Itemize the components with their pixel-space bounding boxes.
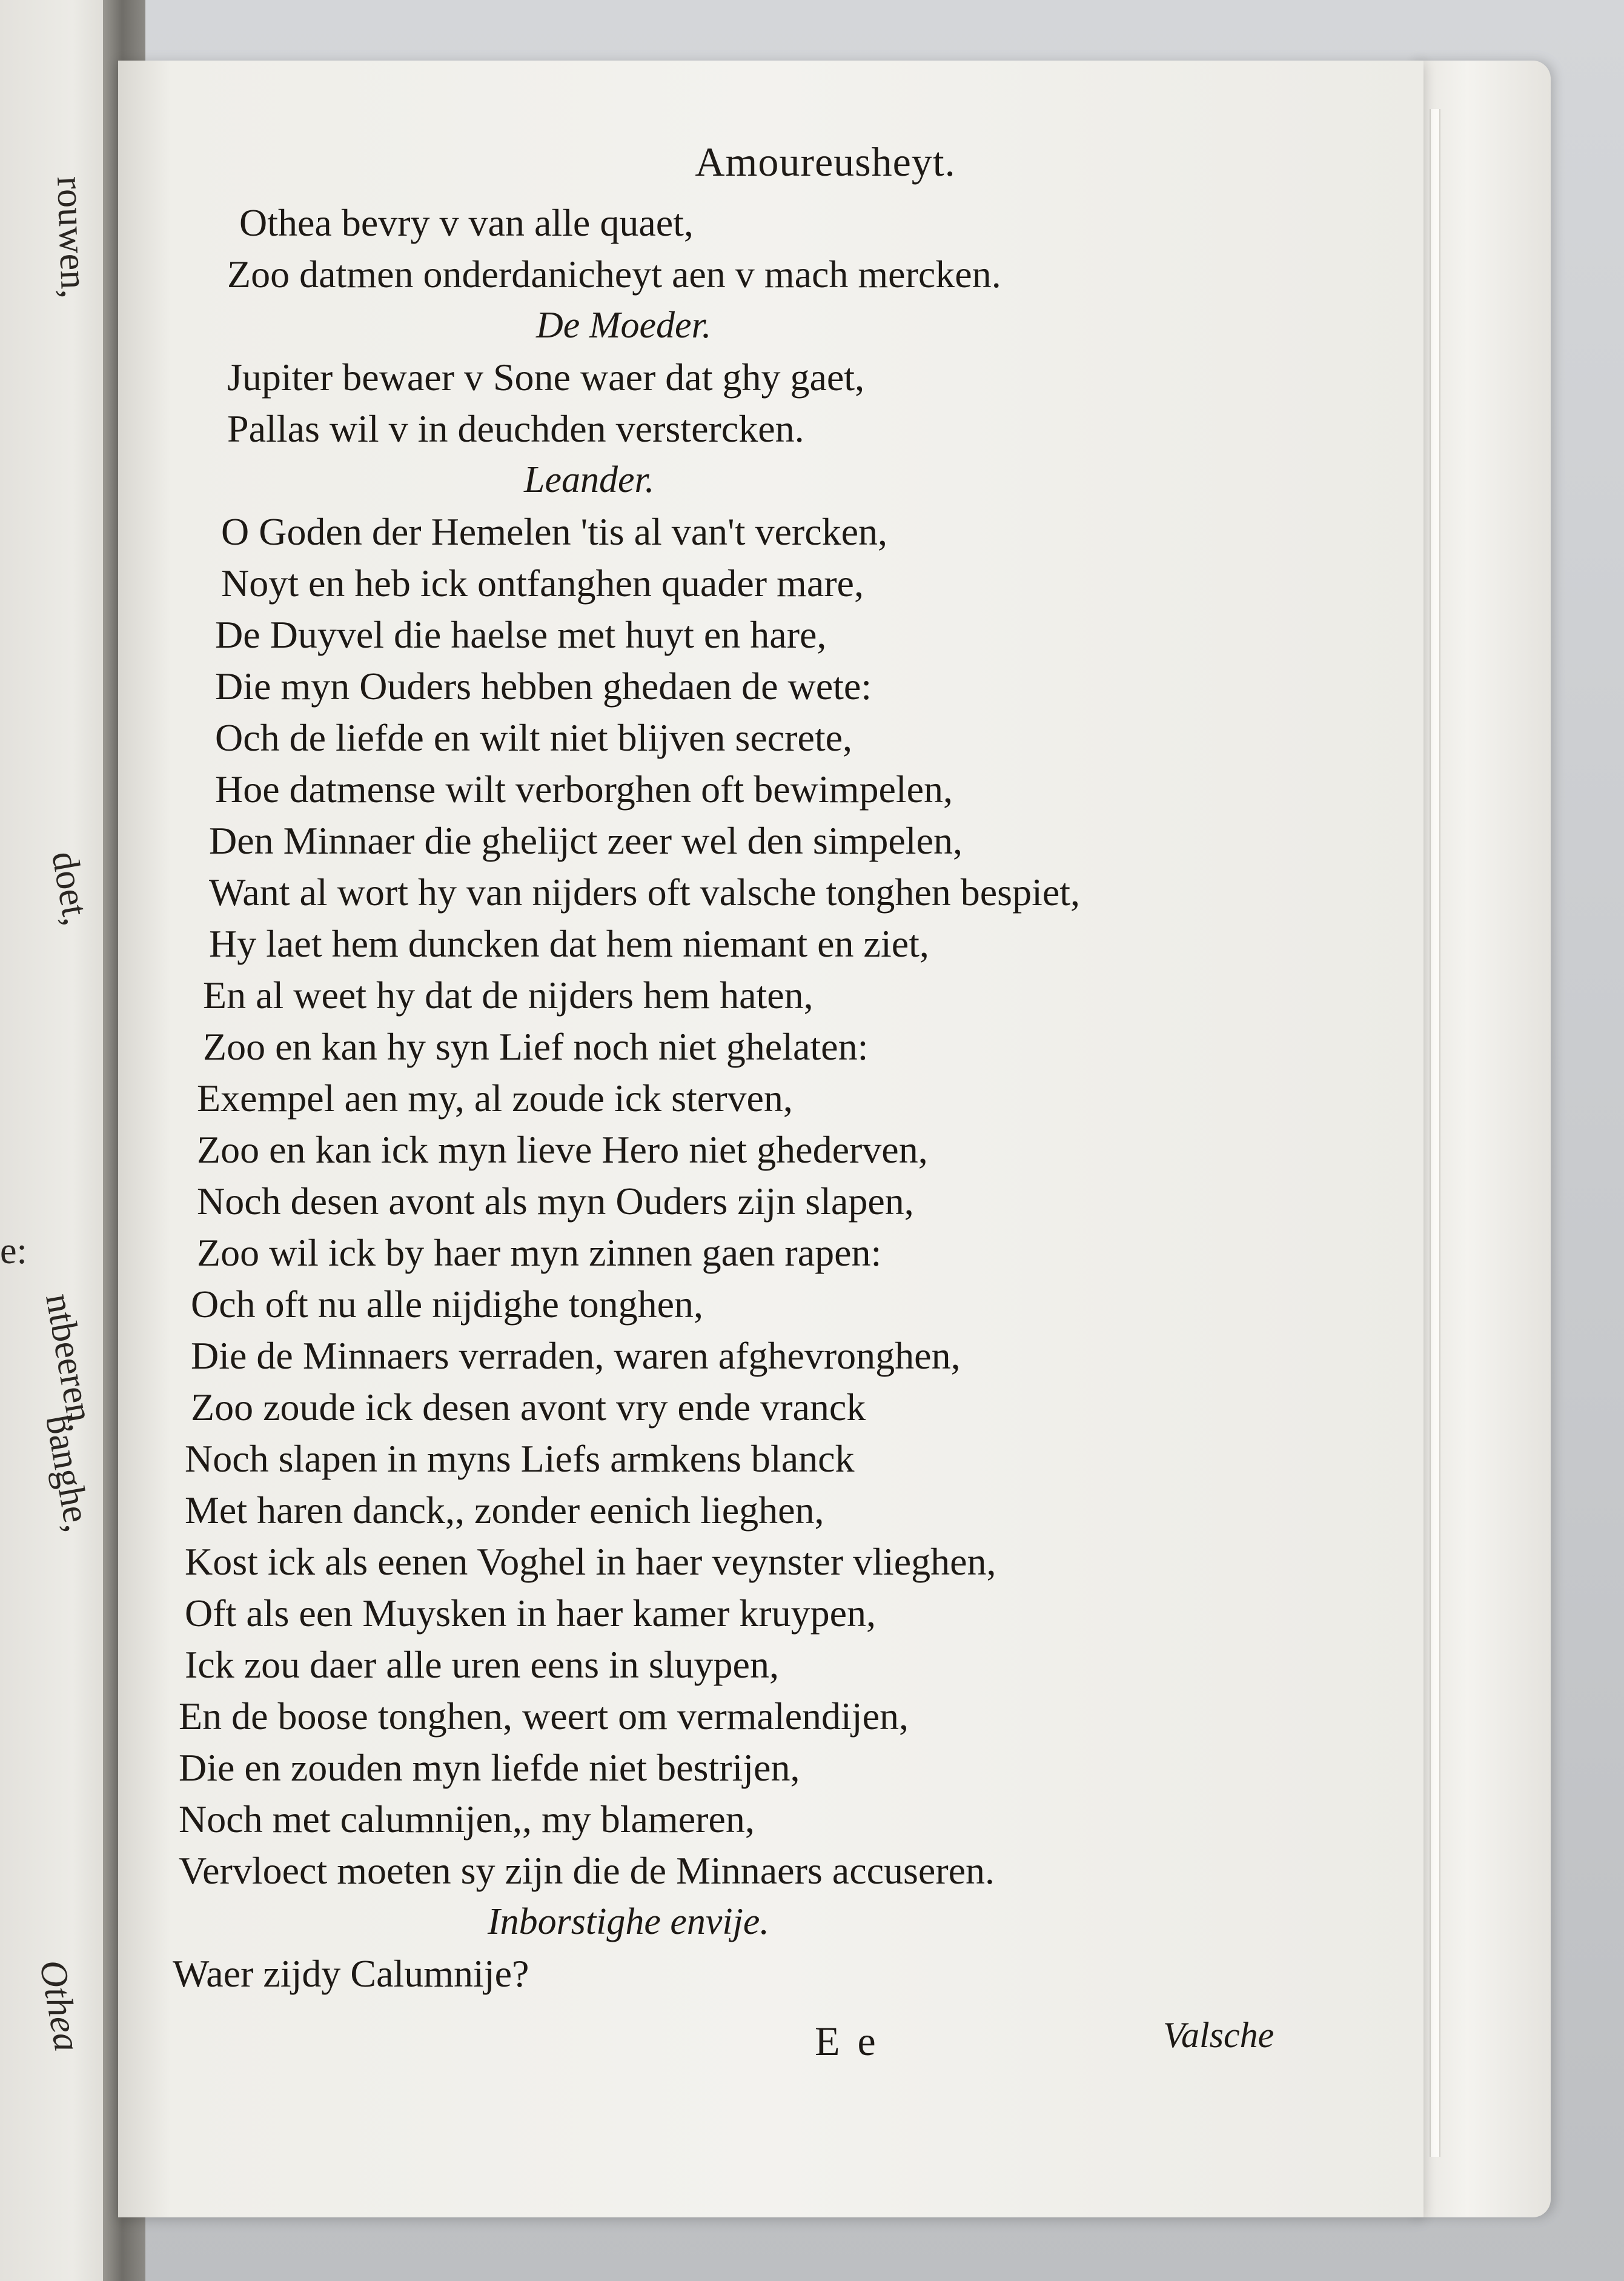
- left-page-fragment: banghe,: [38, 1412, 99, 1535]
- verse-line: Noyt en heb ick ontfanghen quader mare,: [221, 562, 864, 605]
- verse-line: Zoo zoude ick desen avont vry ende vranck: [191, 1386, 866, 1429]
- verse-line: De Duyvel die haelse met huyt en hare,: [215, 613, 827, 656]
- page-edge: [1430, 109, 1440, 2157]
- running-head: [118, 138, 1423, 186]
- verse-line: Noch met calumnijen,, my blameren,: [179, 1798, 755, 1841]
- verse-line: Noch slapen in myns Liefs armkens blanck: [185, 1437, 855, 1480]
- verse-line: Ick zou daer alle uren eens in sluypen,: [185, 1643, 779, 1686]
- left-page-fragment: rouwen,: [49, 176, 95, 299]
- speaker-heading: Leander.: [524, 459, 655, 500]
- left-page-fragment: doet,: [44, 848, 98, 929]
- verse-line: Zoo en kan ick myn lieve Hero niet ghederven,: [197, 1128, 928, 1171]
- verse-line: Othea bevry v van alle quaet,: [239, 201, 694, 244]
- verse-line: Den Minnaer die ghelijct zeer wel den simpelen,: [209, 819, 963, 862]
- verse-line: Die en zouden myn liefde niet bestrijen,: [179, 1746, 800, 1789]
- running-head-text: Amoureusheyt.: [695, 139, 956, 185]
- verse-line: O Goden der Hemelen 'tis al van't vercken,: [221, 510, 887, 553]
- verse-line: En al weet hy dat de nijders hem haten,: [203, 974, 814, 1017]
- verse-line: Hy laet hem duncken dat hem niemant en ziet,: [209, 922, 929, 965]
- vellum-binding: [1411, 61, 1551, 2217]
- signature-mark: E e: [815, 2018, 880, 2064]
- left-page-fragment: ntbeeren,: [38, 1290, 102, 1435]
- speaker-heading: De Moeder.: [536, 305, 712, 346]
- verse-line: Die de Minnaers verraden, waren afghevronghen,: [191, 1334, 961, 1377]
- verse-line: Zoo en kan hy syn Lief noch niet ghelaten:: [203, 1025, 869, 1068]
- verse-line: Pallas wil v in deuchden verstercken.: [227, 407, 804, 450]
- verse-line: En de boose tonghen, weert om vermalendijen,: [179, 1695, 909, 1738]
- verse-line: Vervloect moeten sy zijn die de Minnaers accuseren.: [179, 1849, 995, 1892]
- verse-line: Met haren danck,, zonder eenich lieghen,: [185, 1489, 824, 1532]
- verse-line: Och oft nu alle nijdighe tonghen,: [191, 1283, 704, 1326]
- left-page-fragment: e:: [0, 1230, 27, 1272]
- verse-line: Exempel aen my, al zoude ick sterven,: [197, 1077, 793, 1120]
- catchword: Valsche: [1163, 2015, 1274, 2055]
- verse-line: Kost ick als eenen Voghel in haer veynster vlieghen,: [185, 1540, 996, 1583]
- verse-line: Jupiter bewaer v Sone waer dat ghy gaet,: [227, 356, 865, 399]
- verse-line: Zoo datmen onderdanicheyt aen v mach mercken.: [227, 253, 1001, 296]
- verse-line: Die myn Ouders hebben ghedaen de wete:: [215, 665, 872, 708]
- book-page: [118, 61, 1423, 2217]
- verse-line: Oft als een Muysken in haer kamer kruypen,: [185, 1592, 876, 1635]
- verse-line: Zoo wil ick by haer myn zinnen gaen rapen:: [197, 1231, 882, 1274]
- verse-line: Want al wort hy van nijders oft valsche tonghen bespiet,: [209, 871, 1081, 914]
- verse-line: Hoe datmense wilt verborghen oft bewimpelen,: [215, 768, 953, 811]
- speaker-heading: Inborstighe envije.: [488, 1901, 769, 1942]
- left-page-fragment: Othea: [31, 1957, 88, 2055]
- verse-line: Och de liefde en wilt niet blijven secrete,: [215, 716, 853, 759]
- verse-line: Waer zijdy Calumnije?: [173, 1952, 529, 1995]
- verse-line: Noch desen avont als myn Ouders zijn slapen,: [197, 1180, 914, 1223]
- verse-block: [161, 197, 1372, 1999]
